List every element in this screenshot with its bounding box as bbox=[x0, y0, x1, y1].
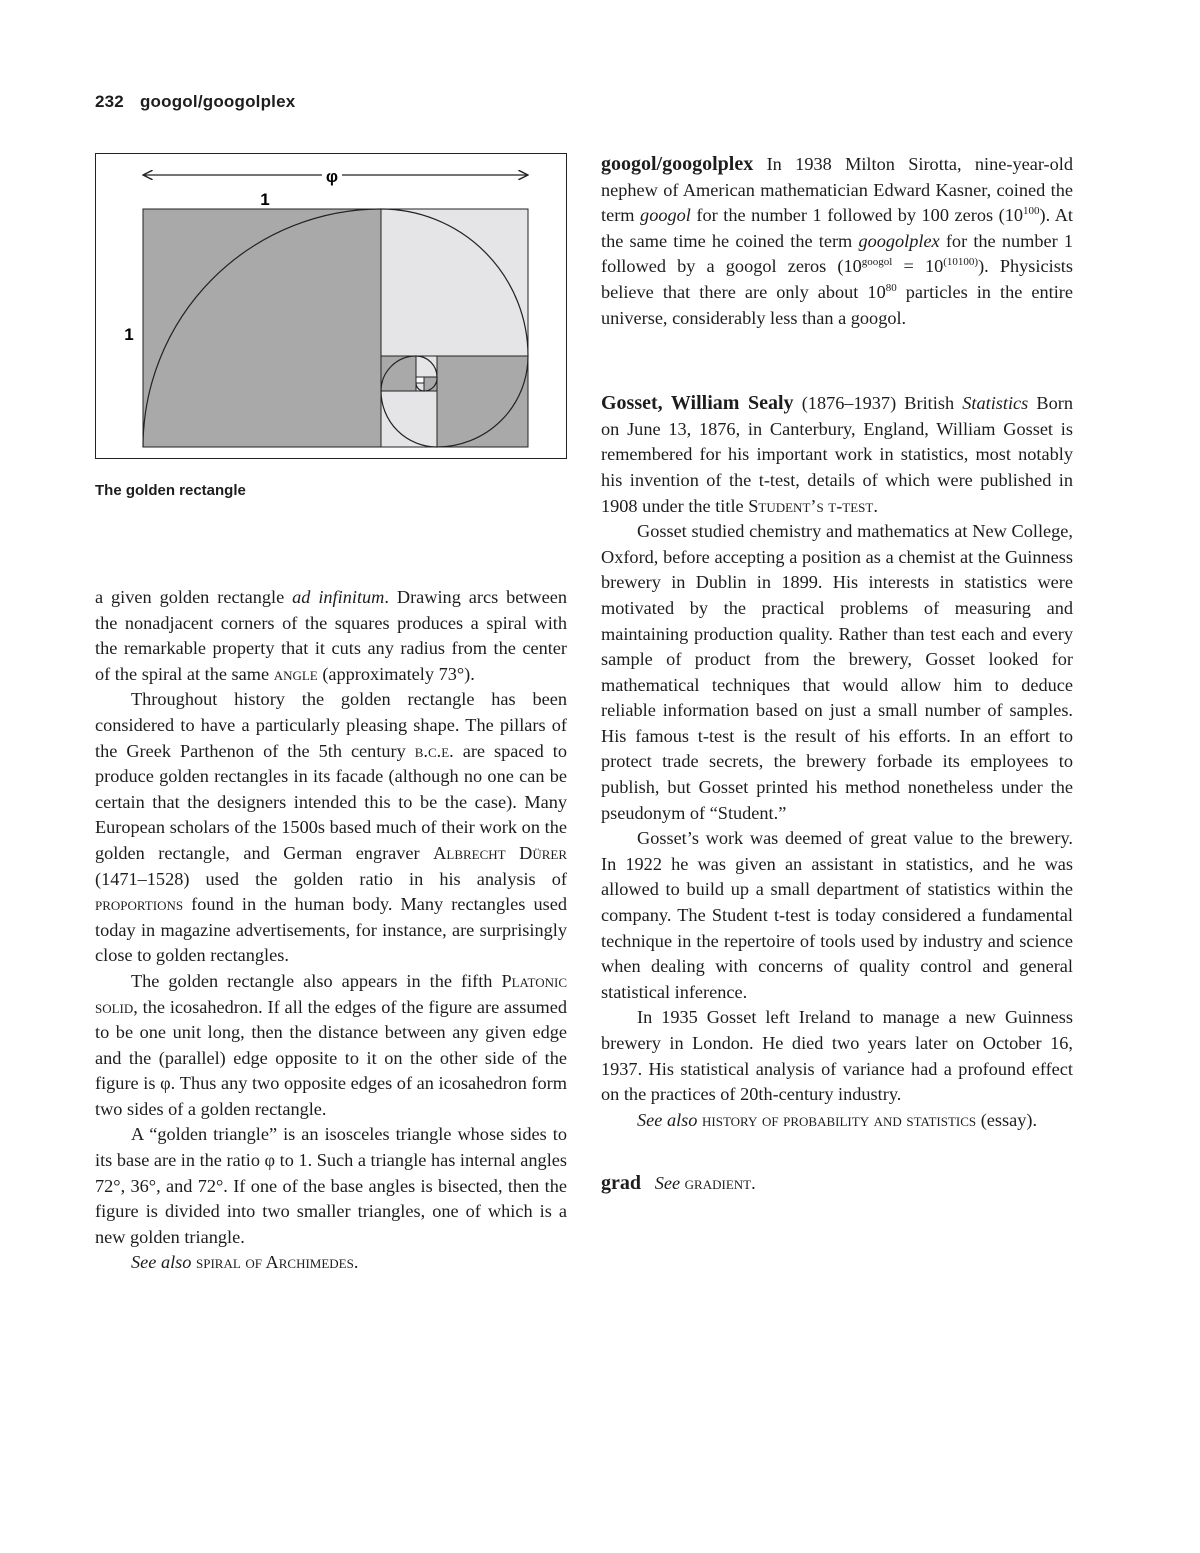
golden-rectangle-figure bbox=[95, 153, 567, 459]
square-3 bbox=[437, 356, 528, 447]
headword: grad bbox=[601, 1172, 641, 1195]
paragraph: Throughout history the golden rectangle has been considered to have a particularly pleasing shape. The pillars of the Greek Parthenon of the 5th century b.c.e. are spaced to produce golden rectangles in its facade (although no one can be certain that the designers intended this to be the case). Many European scholars of the 1500s based much of their work on the golden rectangle, and German engraver Albrecht Dürer (1471–1528) used the golden ratio in his analysis of proportions found in the human body. Many rectangles used today in magazine advertisements, for instance, are surprisingly close to golden rectangles. bbox=[95, 689, 567, 966]
entry-grad bbox=[601, 1171, 1073, 1197]
paragraph: grad See gradient. bbox=[601, 1172, 756, 1195]
headword: Gosset, William Sealy bbox=[601, 392, 794, 415]
cross-reference[interactable]: proportions bbox=[95, 894, 184, 915]
running-head bbox=[95, 92, 311, 112]
right-column bbox=[601, 152, 1073, 1197]
square-large bbox=[143, 209, 381, 447]
cross-reference[interactable]: Student’s t-test bbox=[748, 495, 874, 516]
paragraph: Gosset studied chemistry and mathematics at New College, Oxford, before accepting a position as a chemist at the Guinness brewery in Dublin in 1899. His interests in statistics were motivated by the practical problems of measuring and maintaining production quality. Rather than test each and every sample of product from the brewery, Gosset looked for mathematical techniques that would allow him to deduce reliable information based on just a small number of samples. His famous t-test is the result of his efforts. In an effort to protect trade secrets, the brewery forbade its employees to publish, but Gosset printed his method nonetheless under the pseudonym of “Student.” bbox=[601, 521, 1073, 823]
paragraph: The golden rectangle also appears in the fifth Platonic solid, the icosahedron. If all the edges of the figure are assumed to be one unit long, then the distance between any given edge and the (parallel) edge opposite to it on the other side of the figure is φ. Thus any two opposite edges of an icosahedron form two sides of a golden rectangle. bbox=[95, 970, 567, 1119]
phi-label: φ bbox=[325, 167, 339, 186]
cross-reference[interactable]: Albrecht Dürer bbox=[433, 842, 567, 863]
square-4 bbox=[381, 391, 437, 447]
entry-gosset bbox=[601, 391, 1073, 1133]
figure-caption: The golden rectangle bbox=[95, 482, 246, 499]
paragraph: googol/googolplex In 1938 Milton Sirotta, nine-year-old nephew of American mathematician Edward Kasner, coined the term googol for the number 1 followed by 100 zeros $(10^{100})$. At the same time he coined the term googolplex for the number 1 followed by a googol zeros $(10^{googol} = 10^{(10100)})$. Physicists believe that there are only about $10^{80}$ particles in the entire universe, considerably less than a googol. bbox=[601, 153, 1074, 328]
square-2 bbox=[381, 209, 528, 356]
paragraph: Gosset’s work was deemed of great value to the brewery. In 1922 he was given an assistant in statistics, and he was allowed to build up a small department of statistics within the company. The Student t-test is today considered a fundamental technique in the repertoire of tools used by industry and science when dealing with concerns of quality control and general statistical inference. bbox=[601, 828, 1073, 1002]
cross-reference[interactable]: angle bbox=[273, 663, 318, 684]
paragraph: In 1935 Gosset left Ireland to manage a new Guinness brewery in London. He died two years later on October 16, 1937. His statistical analysis of variance had a profound effect on the practices of 20th-century industry. bbox=[601, 1007, 1073, 1105]
running-title: googol/googolplex bbox=[139, 92, 296, 111]
headword: googol/googolplex bbox=[601, 153, 754, 175]
left-column bbox=[95, 585, 567, 1276]
see-also: See also history of probability and statistics (essay). bbox=[637, 1109, 1038, 1130]
entry-googol bbox=[601, 152, 1073, 331]
paragraph: Gosset, William Sealy (1876–1937) British Statistics Born on June 13, 1876, in Canterbury, England, William Gosset is remembered for his important work in statistics, most notably his invention of the t-test, details of which were published in 1908 under the title Student’s t-test. bbox=[601, 392, 1073, 516]
cross-reference[interactable]: Platonic solid bbox=[95, 970, 567, 1017]
one-left-label: 1 bbox=[124, 325, 134, 344]
cross-reference[interactable]: spiral of Archimedes bbox=[191, 1252, 354, 1273]
one-top-label: 1 bbox=[260, 190, 270, 209]
see-also: See also spiral of Archimedes. bbox=[131, 1252, 359, 1273]
cross-reference[interactable]: gradient bbox=[680, 1173, 752, 1194]
golden-rectangle-diagram bbox=[96, 154, 568, 460]
page-number: 232 bbox=[95, 92, 124, 111]
paragraph: A “golden triangle” is an isosceles triangle whose sides to its base are in the ratio φ to 1. Such a triangle has internal angles 72°, 36°, and 72°. If one of the base angles is bisected, then the figure is divided into two smaller triangles, one of which is a new golden triangle. bbox=[95, 1124, 568, 1247]
paragraph: a given golden rectangle ad infinitum. Drawing arcs between the nonadjacent corners of the squares produces a spiral with the remarkable property that it cuts any radius from the center of the spiral at the same angle (approximately 73°). bbox=[95, 587, 568, 684]
cross-reference[interactable]: history of probability and statistics bbox=[697, 1109, 977, 1130]
